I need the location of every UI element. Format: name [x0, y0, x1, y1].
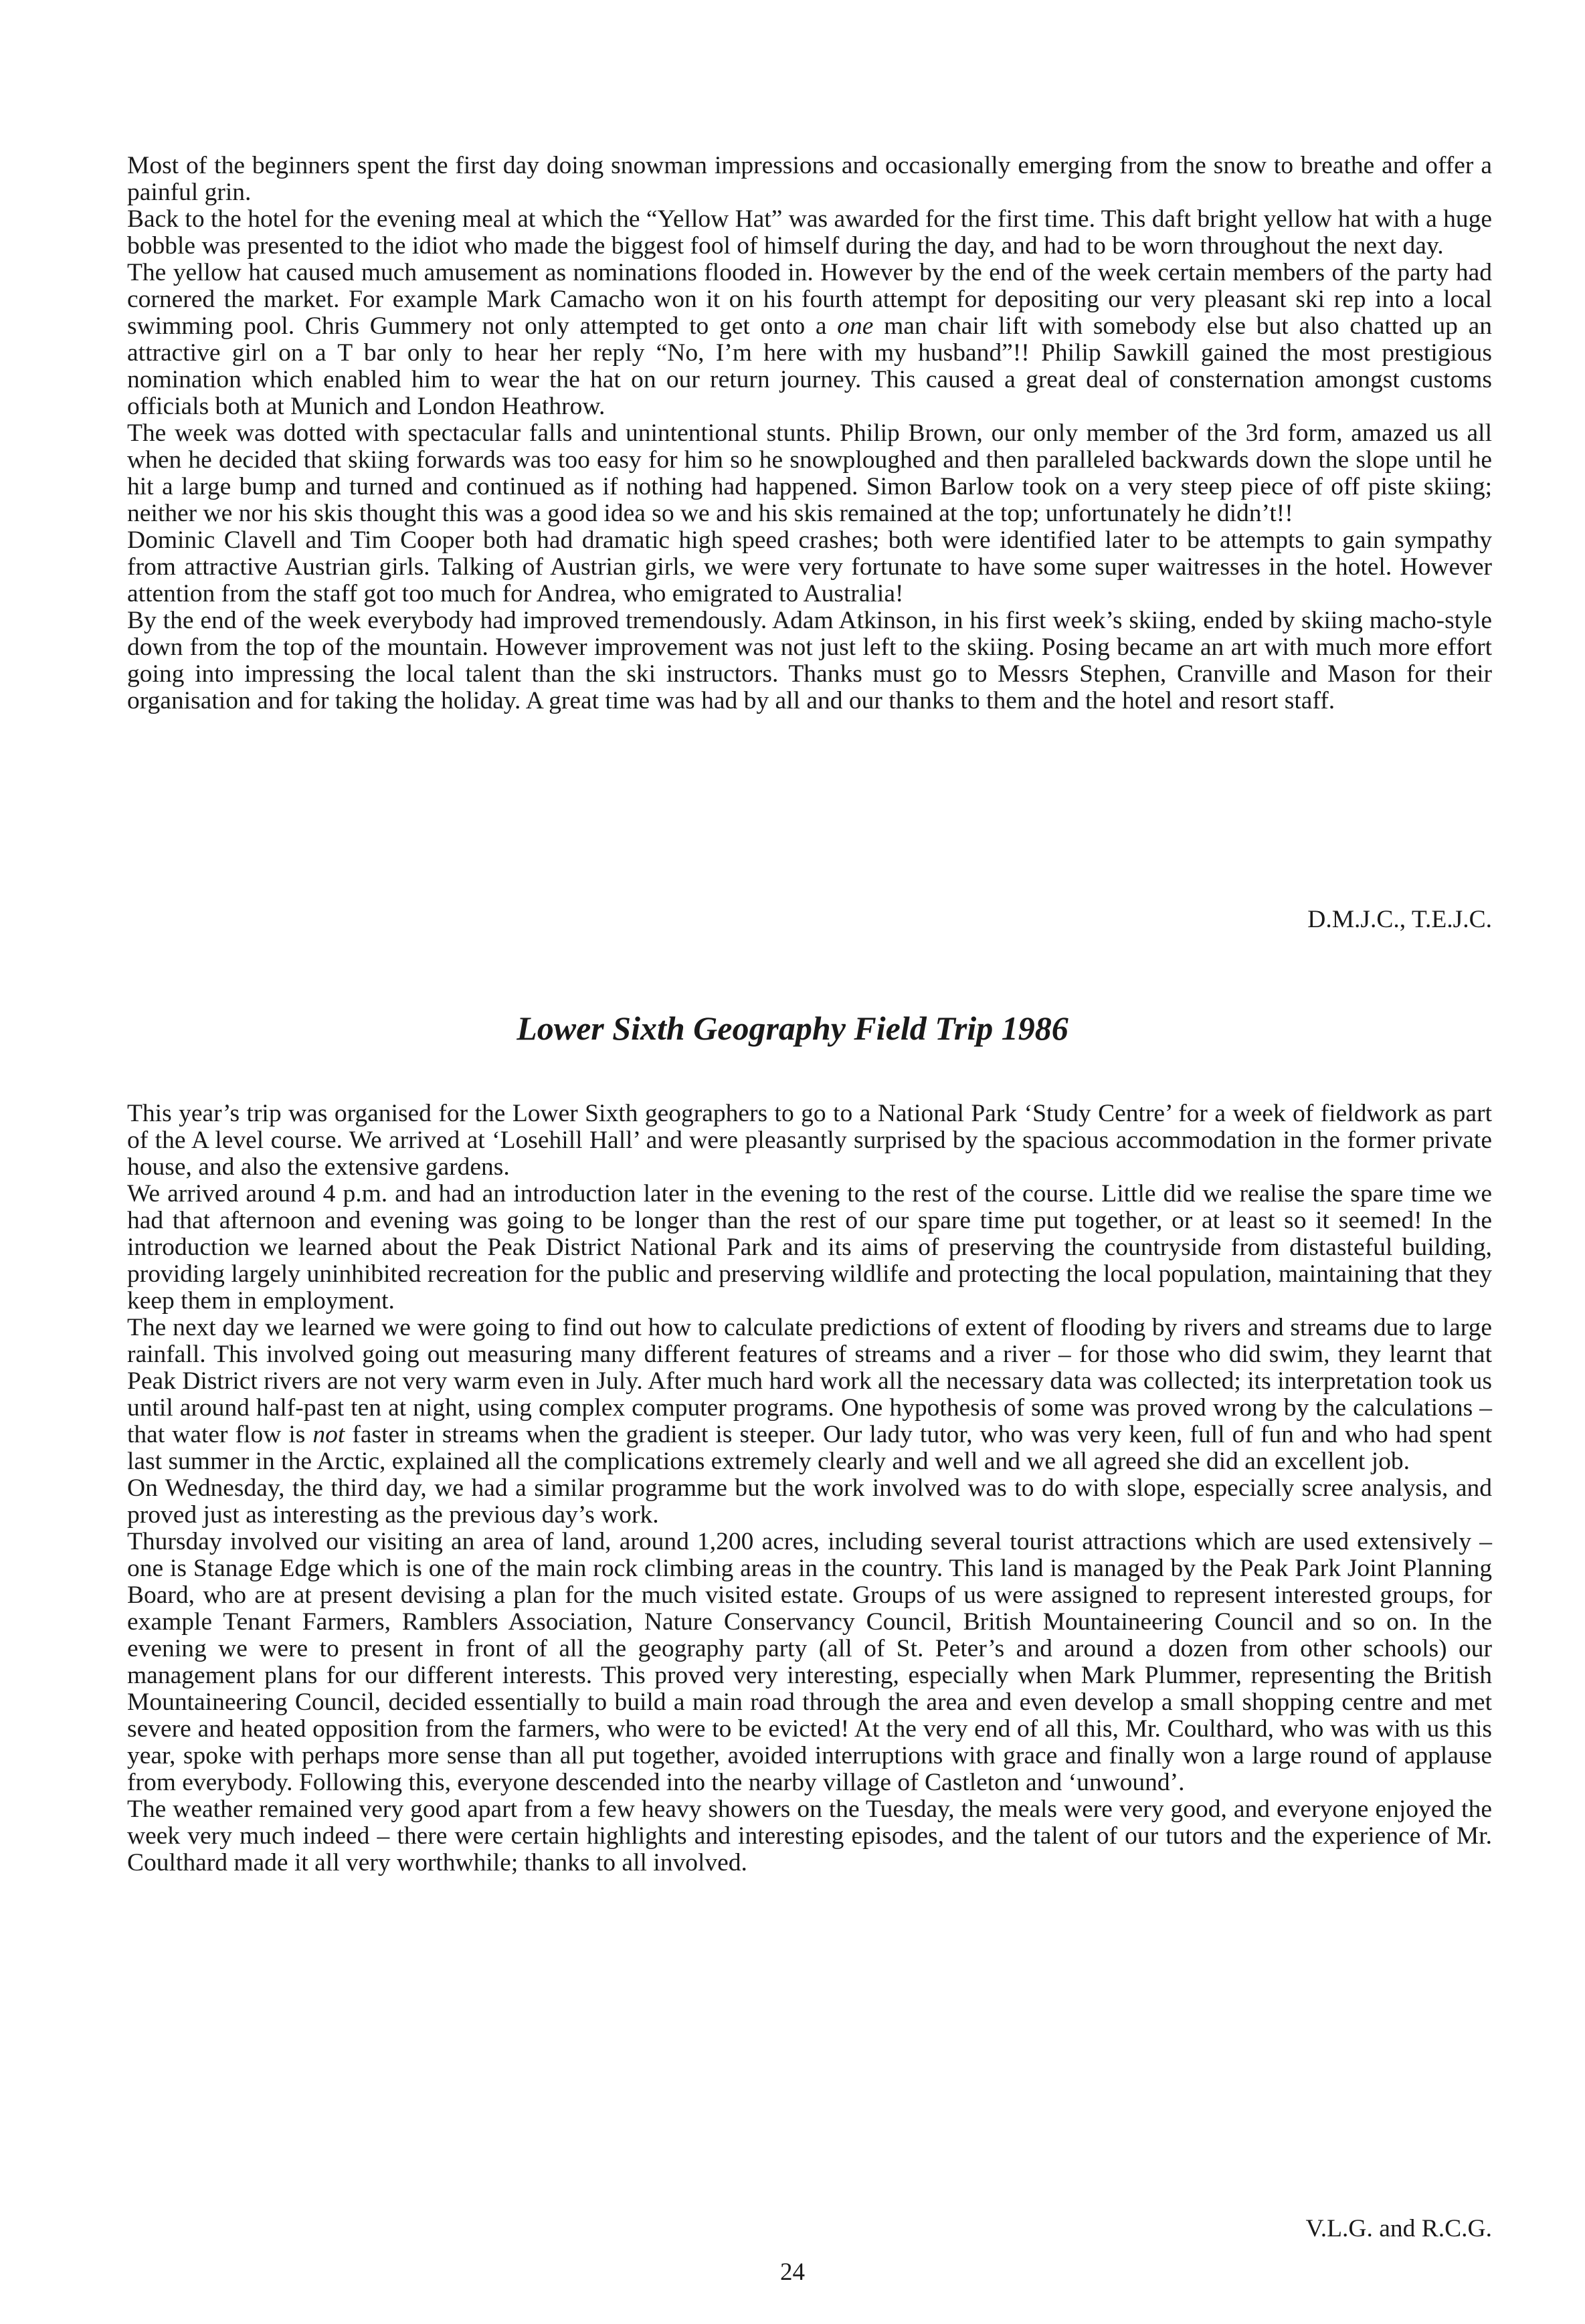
page-number: 24	[780, 2258, 805, 2286]
paragraph: The weather remained very good apart from a few heavy showers on the Tuesday, the meals were very good, and everyone enjoyed the week very much indeed – there were certain highlights and interesting episodes, and the talent of our tutors and the experience of Mr. Coulthard made it all very worthwhile; thanks to all involved.	[127, 1796, 1492, 1876]
paragraph-text: man chair lift with somebody else but also chatted up an attractive girl on a T bar only to hear her reply “No, I’m here with my husband”!! Philip Sawkill gained the most prestigious nomination which enabled him to wear the hat on our return journey. This caused a great deal of consternation amongst customs officials both at Munich and London Heathrow.	[127, 312, 1493, 420]
article-title: Lower Sixth Geography Field Trip 1986	[517, 1009, 1068, 1047]
paragraph	[127, 260, 1492, 420]
geography-trip-article	[127, 1100, 1492, 1876]
emphasis: not	[312, 1421, 345, 1448]
paragraph: Thursday involved our visiting an area of land, around 1,200 acres, including several tourist attractions which are used extensively – one is Stanage Edge which is one of the main rock climbing areas in the country. This land is managed by the Peak Park Joint Planning Board, who are at present devising a plan for the much visited estate. Groups of us were assigned to represent interested groups, for example Tenant Farmers, Ramblers Association, Nature Conservancy Council, British Mountaineering Council and so on. In the evening we were to present in front of all the geography party (all of St. Peter’s and around a dozen from other schools) our management plans for our different interests. This proved very interesting, especially when Mark Plummer, representing the British Mountaineering Council, decided essentially to build a main road through the area and even develop a small shopping centre and met severe and heated opposition from the farmers, who were to be evicted! At the very end of all this, Mr. Coulthard, who was with us this year, spoke with perhaps more sense than all put together, avoided interruptions with grace and finally won a large round of applause from everybody. Following this, everyone descended into the nearby village of Castleton and ‘unwound’.	[127, 1528, 1492, 1796]
ski-signature: D.M.J.C., T.E.J.C.	[1307, 906, 1492, 933]
paragraph: On Wednesday, the third day, we had a similar programme but the work involved was to do with slope, especially scree analysis, and proved just as interesting as the previous day’s work.	[127, 1474, 1492, 1529]
emphasis: one	[837, 312, 874, 340]
paragraph-text: faster in streams when the gradient is steeper. Our lady tutor, who was very keen, full of fun and who had spent last summer in the Arctic, explained all the complications extremely clearly and well and we all agreed she did an excellent job.	[127, 1421, 1492, 1475]
geography-signature: V.L.G. and R.C.G.	[1305, 2215, 1492, 2242]
ski-trip-article	[127, 153, 1492, 714]
paragraph	[127, 1315, 1492, 1475]
paragraph: By the end of the week everybody had improved tremendously. Adam Atkinson, in his first week’s skiing, ended by skiing macho-style down from the top of the mountain. However improvement was not just left to the skiing. Posing became an art with much more effort going into impressing the local talent than the ski instructors. Thanks must go to Messrs Stephen, Cranville and Mason for their organisation and for taking the holiday. A great time was had by all and our thanks to them and the hotel and resort staff.	[127, 607, 1492, 714]
paragraph: This year’s trip was organised for the Lower Sixth geographers to go to a National Park ‘Study Centre’ for a week of fieldwork as part of the A level course. We arrived at ‘Losehill Hall’ and were pleasantly surprised by the spacious accommodation in the former private house, and also the extensive gardens.	[127, 1100, 1492, 1181]
paragraph: The week was dotted with spectacular falls and unintentional stunts. Philip Brown, our only member of the 3rd form, amazed us all when he decided that skiing forwards was too easy for him so he snowploughed and then paralleled backwards down the slope until he hit a large bump and turned and continued as if nothing had happened. Simon Barlow took on a very steep piece of off piste skiing; neither we nor his skis thought this was a good idea so we and his skis remained at the top; unfortunately he didn’t!!	[127, 419, 1492, 527]
paragraph: Most of the beginners spent the first day doing snowman impressions and occasionally emerging from the snow to breathe and offer a painful grin.	[127, 152, 1492, 206]
paragraph: Back to the hotel for the evening meal at which the “Yellow Hat” was awarded for the first time. This daft bright yellow hat with a huge bobble was presented to the idiot who made the biggest fool of himself during the day, and had to be worn throughout the next day.	[127, 205, 1492, 260]
paragraph-text: The next day we learned we were going to find out how to calculate predictions of extent of flooding by rivers and streams due to large rainfall. This involved going out measuring many different features of streams and a river – for those who did swim, they learnt that Peak District rivers are not very warm even in July. After much hard work all the necessary data was collected; its interpretation took us until around half-past ten at night, using complex computer programs. One hypothesis of some was proved wrong by the calculations – that water flow is	[127, 1314, 1492, 1448]
paragraph: We arrived around 4 p.m. and had an introduction later in the evening to the rest of the course. Little did we realise the spare time we had that afternoon and evening was going to be longer than the rest of our spare time put together, or at least so it seemed! In the introduction we learned about the Peak District National Park and its aims of preserving the countryside from distasteful building, providing largely uninhibited recreation for the public and preserving wildlife and protecting the local population, maintaining that they keep them in employment.	[127, 1180, 1492, 1315]
paragraph: Dominic Clavell and Tim Cooper both had dramatic high speed crashes; both were identified later to be attempts to gain sympathy from attractive Austrian girls. Talking of Austrian girls, we were very fortunate to have some super waitresses in the hotel. However attention from the staff got too much for Andrea, who emigrated to Australia!	[127, 526, 1492, 607]
paragraph-text: The yellow hat caused much amusement as nominations flooded in. However by the end of the week certain members of the party had cornered the market. For example Mark Camacho won it on his fourth attempt for depositing our very pleasant ski rep into a local swimming pool. Chris Gummery not only attempted to get onto a	[127, 259, 1492, 340]
